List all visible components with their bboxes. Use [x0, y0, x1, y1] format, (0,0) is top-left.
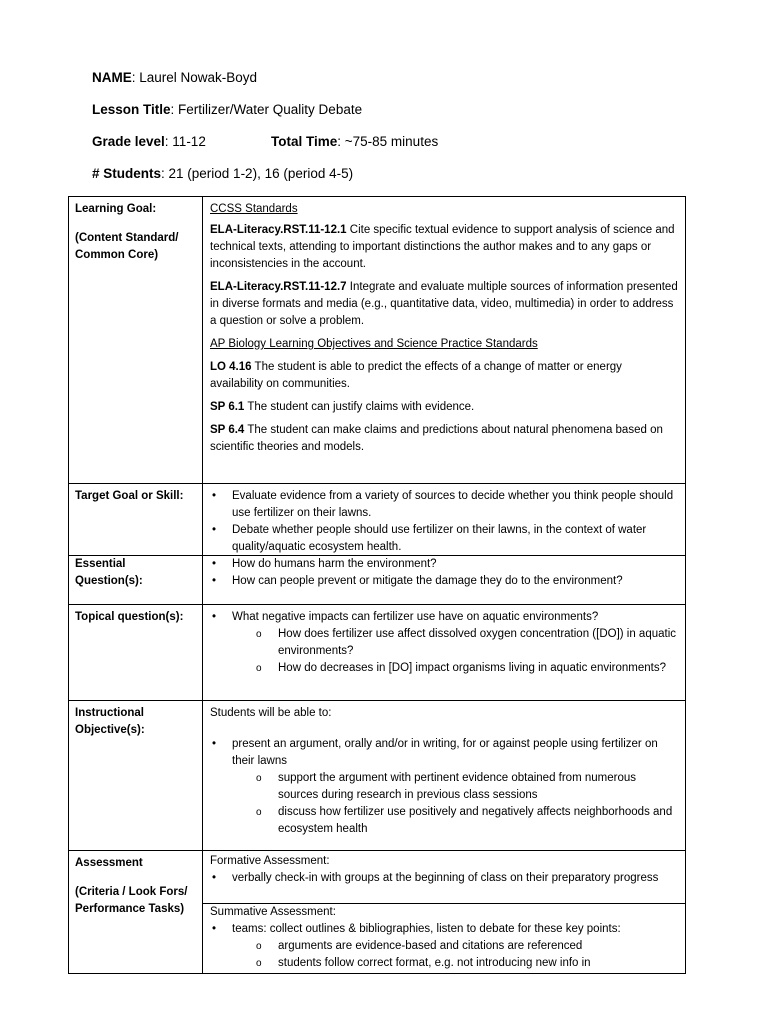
topical-questions-row — [69, 604, 685, 701]
ap-biology-heading: AP Biology Learning Objectives and Science Practice Standards — [210, 338, 538, 350]
learning-goal-label: Learning Goal: — [75, 203, 157, 215]
summative-subitem: o arguments are evidence-based and citations are referenced — [210, 938, 678, 955]
ccss-standard-2-text: Integrate and evaluate multiple sources of information presented in diverse formats and media (e.g., quantitative data, video, multimedia) in order to address a question or solve a problem. — [210, 281, 678, 327]
instructional-objectives-label: Instructional Objective(s): — [75, 707, 145, 736]
topical-questions-label-cell — [69, 605, 203, 701]
summative-item: • teams: collect outlines & bibliographies, listen to debate for these key points: — [210, 921, 678, 938]
sp2-code: SP 6.4 — [210, 424, 245, 436]
lo-code: LO 4.16 — [210, 361, 252, 373]
content-standard-label: (Content Standard/ Common Core) — [75, 232, 179, 261]
grade-level-label: Grade level — [92, 134, 165, 149]
summative-assessment-section — [203, 903, 685, 973]
lo-text: The student is able to predict the effects of a change of matter or energy availability on communities. — [210, 361, 622, 390]
formative-heading: Formative Assessment: — [210, 855, 330, 867]
science-practice-6-1 — [210, 399, 678, 416]
instructional-subobjective: o discuss how fertilizer use positively and negatively affects neighborhoods and ecosystem health — [210, 804, 678, 838]
formative-item: • verbally check-in with groups at the beginning of class on their preparatory progress — [210, 870, 678, 887]
total-time-line — [271, 134, 438, 149]
learning-objective-4-16 — [210, 359, 678, 393]
target-goal-row — [69, 483, 685, 556]
instructional-objectives-label-cell — [69, 701, 203, 851]
summative-heading: Summative Assessment: — [210, 906, 336, 918]
target-goal-label-cell — [69, 484, 203, 556]
target-goal-item: • Evaluate evidence from a variety of sources to decide whether you think people should use fertilizer on their lawns. — [210, 488, 678, 522]
ccss-heading: CCSS Standards — [210, 203, 298, 215]
lesson-title-line — [92, 102, 362, 117]
topical-subquestion: o How does fertilizer use affect dissolved oxygen concentration ([DO]) in aquatic environments? — [210, 626, 678, 660]
formative-assessment-section — [203, 851, 685, 903]
grade-level-value: : 11-12 — [164, 134, 206, 149]
target-goal-item: • Debate whether people should use fertilizer on their lawns, in the context of water quality/aquatic ecosystem health. — [210, 522, 678, 556]
name-label: NAME — [92, 70, 132, 85]
total-time-value: : ~75-85 minutes — [337, 134, 439, 149]
topical-questions-content-cell — [203, 605, 685, 701]
sp2-text: The student can make claims and predictions about natural phenomena based on scientific theories and models. — [210, 424, 663, 453]
instructional-objectives-row — [69, 700, 685, 851]
assessment-criteria-label: (Criteria / Look Fors/ Performance Tasks) — [75, 886, 188, 915]
learning-goal-row — [69, 197, 685, 483]
essential-questions-label-cell — [69, 556, 203, 605]
essential-questions-content-cell — [203, 556, 685, 605]
ccss-standard-1-text: Cite specific textual evidence to support analysis of science and technical texts, attending to important distinctions the author makes and to any gaps or inconsistencies in the account. — [210, 224, 675, 270]
lesson-title-label: Lesson Title — [92, 102, 171, 117]
instructional-intro: Students will be able to: — [210, 707, 332, 719]
assessment-label-cell — [69, 851, 203, 973]
grade-level-line — [92, 134, 206, 149]
ccss-standard-1 — [210, 222, 678, 273]
students-line — [92, 166, 353, 181]
ccss-standard-2 — [210, 279, 678, 330]
total-time-label: Total Time — [271, 134, 338, 149]
name-value: : Laurel Nowak-Boyd — [131, 70, 258, 85]
topical-question-item: • What negative impacts can fertilizer use have on aquatic environments? — [210, 609, 678, 626]
sp1-code: SP 6.1 — [210, 401, 245, 413]
name-line — [92, 70, 257, 85]
learning-goal-label-cell — [69, 197, 203, 483]
ccss-standard-2-code: ELA-Literacy.RST.11-12.7 — [210, 281, 347, 293]
target-goal-content-cell — [203, 484, 685, 556]
target-goal-label: Target Goal or Skill: — [75, 490, 184, 502]
instructional-objective-item: • present an argument, orally and/or in writing, for or against people using fertilizer on their lawns — [210, 736, 678, 770]
sp1-text: The student can justify claims with evidence. — [244, 401, 475, 413]
assessment-content-cell — [203, 851, 685, 973]
learning-goal-content-cell — [203, 197, 685, 483]
lesson-plan-table — [68, 196, 686, 974]
topical-questions-label: Topical question(s): — [75, 611, 184, 623]
science-practice-6-4 — [210, 422, 678, 456]
assessment-row — [69, 850, 685, 973]
essential-question-item: • How do humans harm the environment? — [210, 556, 678, 573]
lesson-title-value: : Fertilizer/Water Quality Debate — [170, 102, 363, 117]
instructional-objectives-content-cell — [203, 701, 685, 851]
students-label: # Students — [92, 166, 162, 181]
essential-questions-row — [69, 555, 685, 605]
essential-question-item: • How can people prevent or mitigate the damage they do to the environment? — [210, 573, 678, 590]
assessment-label: Assessment — [75, 857, 143, 869]
summative-subitem: o students follow correct format, e.g. not introducing new info in — [210, 955, 678, 972]
topical-subquestion: o How do decreases in [DO] impact organisms living in aquatic environments? — [210, 660, 678, 677]
ccss-standard-1-code: ELA-Literacy.RST.11-12.1 — [210, 224, 347, 236]
instructional-subobjective: o support the argument with pertinent evidence obtained from numerous sources during research in previous class sessions — [210, 770, 678, 804]
students-value: : 21 (period 1-2), 16 (period 4-5) — [161, 166, 354, 181]
essential-questions-label: Essential Question(s): — [75, 558, 143, 587]
